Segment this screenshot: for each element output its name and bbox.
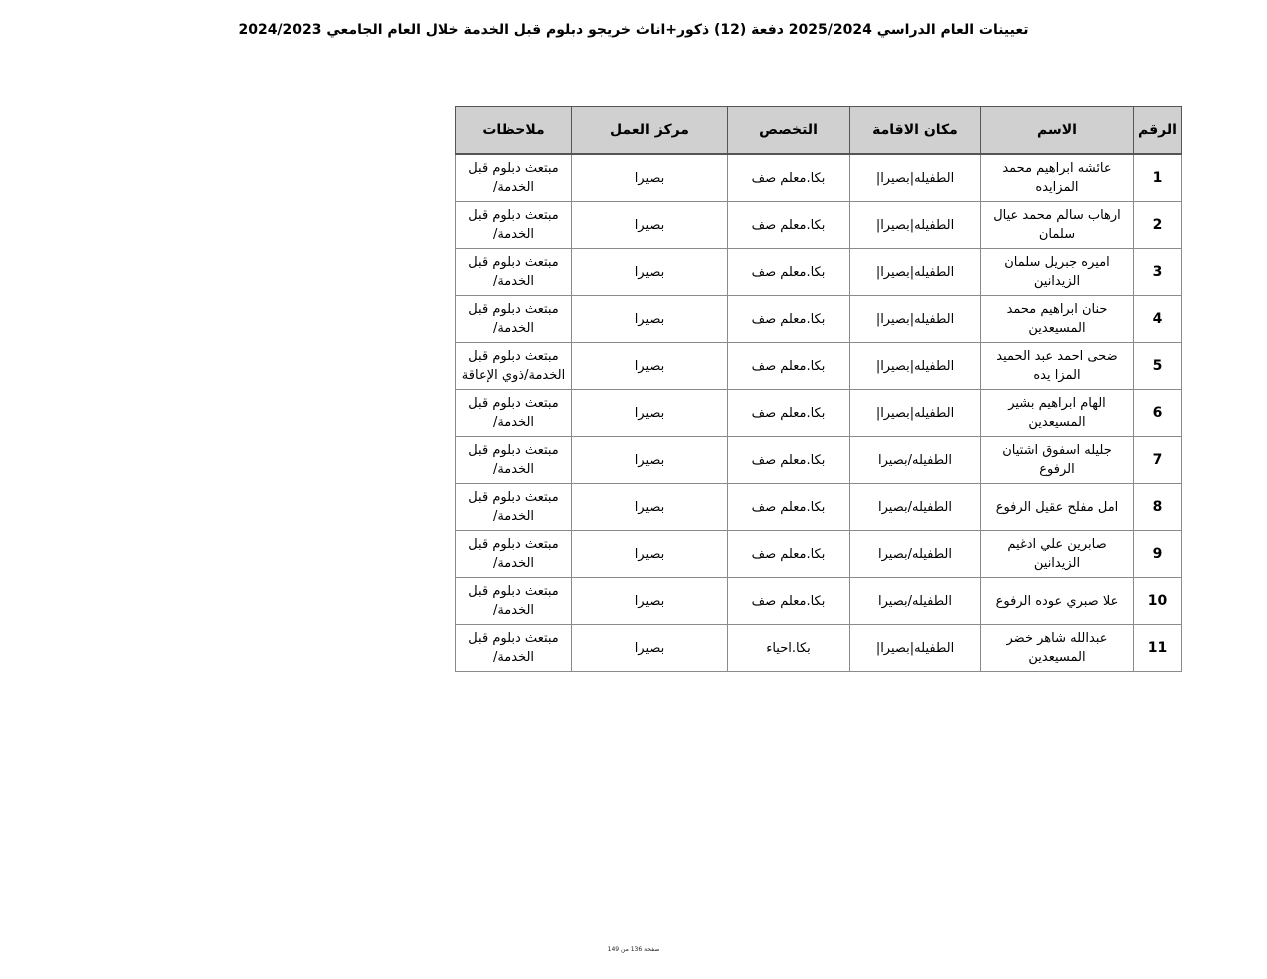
cell-residence: الطفيله/بصيرا (850, 484, 981, 531)
cell-specialization: بكا.معلم صف (728, 437, 850, 484)
table-row (456, 154, 1182, 202)
cell-notes: مبتعث دبلوم قبل الخدمة/ (456, 484, 572, 531)
cell-specialization: بكا.معلم صف (728, 578, 850, 625)
cell-number: 7 (1134, 437, 1182, 484)
cell-number: 11 (1134, 625, 1182, 672)
cell-work-center: بصيرا (572, 154, 728, 202)
cell-name: جليله اسفوق اشتيان الرفوع (981, 437, 1134, 484)
cell-name: حنان ابراهيم محمد المسيعدين (981, 296, 1134, 343)
cell-notes: مبتعث دبلوم قبل الخدمة/ (456, 578, 572, 625)
cell-notes: مبتعث دبلوم قبل الخدمة/ (456, 202, 572, 249)
cell-residence: الطفيله|بصيرا| (850, 625, 981, 672)
cell-residence: الطفيله/بصيرا (850, 578, 981, 625)
cell-name: الهام ابراهيم بشير المسيعدين (981, 390, 1134, 437)
cell-specialization: بكا.معلم صف (728, 390, 850, 437)
cell-number: 10 (1134, 578, 1182, 625)
cell-work-center: بصيرا (572, 437, 728, 484)
header-work-center: مركز العمل (572, 107, 728, 155)
cell-name: عائشه ابراهيم محمد المزايده (981, 154, 1134, 202)
table-row (456, 343, 1182, 390)
cell-name: علا صبري عوده الرفوع (981, 578, 1134, 625)
table-row (456, 484, 1182, 531)
cell-work-center: بصيرا (572, 625, 728, 672)
cell-notes: مبتعث دبلوم قبل الخدمة/ (456, 154, 572, 202)
table-row (456, 437, 1182, 484)
cell-residence: الطفيله|بصيرا| (850, 390, 981, 437)
cell-number: 5 (1134, 343, 1182, 390)
table-row (456, 578, 1182, 625)
table-header-row (456, 107, 1182, 155)
table-row (456, 296, 1182, 343)
cell-number: 6 (1134, 390, 1182, 437)
cell-residence: الطفيله/بصيرا (850, 437, 981, 484)
cell-name: اميره جبريل سلمان الزيدانين (981, 249, 1134, 296)
table-row (456, 625, 1182, 672)
cell-residence: الطفيله|بصيرا| (850, 249, 981, 296)
cell-work-center: بصيرا (572, 249, 728, 296)
cell-name: ارهاب سالم محمد عيال سلمان (981, 202, 1134, 249)
cell-specialization: بكا.معلم صف (728, 202, 850, 249)
cell-notes: مبتعث دبلوم قبل الخدمة/ (456, 296, 572, 343)
cell-specialization: بكا.معلم صف (728, 531, 850, 578)
cell-work-center: بصيرا (572, 390, 728, 437)
cell-specialization: بكا.معلم صف (728, 154, 850, 202)
table-row (456, 390, 1182, 437)
cell-work-center: بصيرا (572, 531, 728, 578)
cell-number: 3 (1134, 249, 1182, 296)
cell-residence: الطفيله|بصيرا| (850, 296, 981, 343)
cell-number: 4 (1134, 296, 1182, 343)
cell-residence: الطفيله|بصيرا| (850, 154, 981, 202)
cell-number: 9 (1134, 531, 1182, 578)
cell-notes: مبتعث دبلوم قبل الخدمة/ (456, 437, 572, 484)
header-specialization: التخصص (728, 107, 850, 155)
cell-notes: مبتعث دبلوم قبل الخدمة/ (456, 249, 572, 296)
cell-notes: مبتعث دبلوم قبل الخدمة/ (456, 625, 572, 672)
cell-number: 1 (1134, 154, 1182, 202)
table-row (456, 531, 1182, 578)
cell-name: صابرين علي ادغيم الزيدانين (981, 531, 1134, 578)
page-number-footer: صفحة 136 من 149 (607, 946, 660, 953)
cell-notes: مبتعث دبلوم قبل الخدمة/ (456, 390, 572, 437)
header-name: الاسم (981, 107, 1134, 155)
cell-residence: الطفيله|بصيرا| (850, 202, 981, 249)
cell-number: 8 (1134, 484, 1182, 531)
cell-name: عبدالله شاهر خضر المسيعدين (981, 625, 1134, 672)
header-residence: مكان الاقامة (850, 107, 981, 155)
cell-specialization: بكا.معلم صف (728, 343, 850, 390)
header-number: الرقم (1134, 107, 1182, 155)
cell-specialization: بكا.معلم صف (728, 249, 850, 296)
cell-residence: الطفيله|بصيرا| (850, 343, 981, 390)
cell-specialization: بكا.احياء (728, 625, 850, 672)
cell-work-center: بصيرا (572, 484, 728, 531)
cell-name: ضحى احمد عبد الحميد المزا يده (981, 343, 1134, 390)
cell-residence: الطفيله/بصيرا (850, 531, 981, 578)
appointments-table-container (455, 106, 1181, 672)
page-title: تعيينات العام الدراسي 2025/2024 دفعة (12) ذكور+اناث خريجو دبلوم قبل الخدمة خلال العام الجامعي 2024/2023 (238, 22, 1029, 38)
cell-work-center: بصيرا (572, 578, 728, 625)
table-row (456, 202, 1182, 249)
cell-specialization: بكا.معلم صف (728, 484, 850, 531)
cell-work-center: بصيرا (572, 296, 728, 343)
cell-notes: مبتعث دبلوم قبل الخدمة/ (456, 531, 572, 578)
appointments-table (455, 106, 1182, 672)
table-row (456, 249, 1182, 296)
cell-specialization: بكا.معلم صف (728, 296, 850, 343)
cell-number: 2 (1134, 202, 1182, 249)
cell-notes: مبتعث دبلوم قبل الخدمة/ذوي الإعاقة (456, 343, 572, 390)
cell-name: امل مفلح عقيل الرفوع (981, 484, 1134, 531)
cell-work-center: بصيرا (572, 202, 728, 249)
header-notes: ملاحظات (456, 107, 572, 155)
cell-work-center: بصيرا (572, 343, 728, 390)
